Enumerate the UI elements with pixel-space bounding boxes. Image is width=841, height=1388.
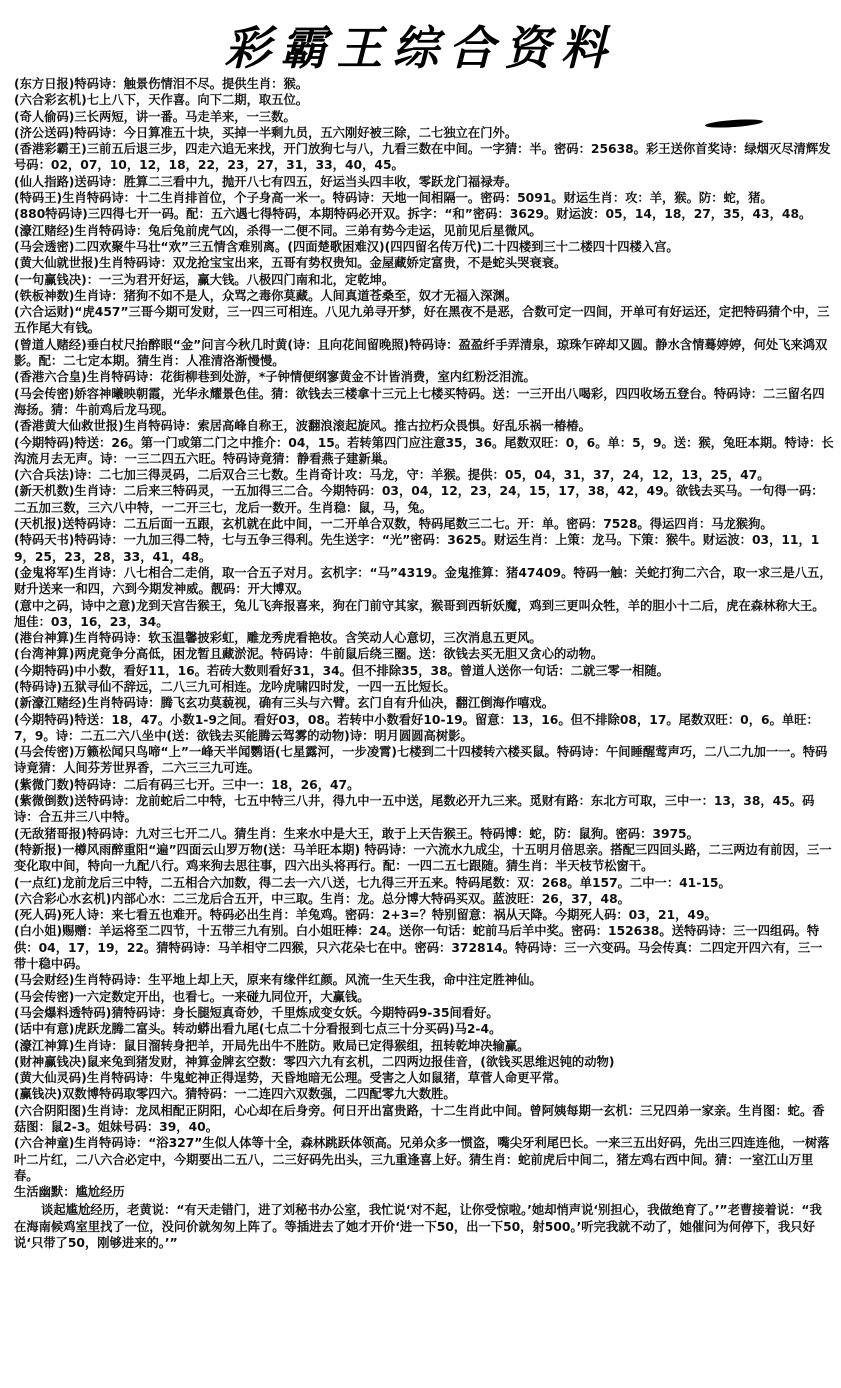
paragraph: (紫微门数)特码诗：二后有码三七开。三中一：18，26，47。 bbox=[14, 777, 360, 792]
paragraph: (马会传密)万籁松闻只鸟啼“上”一峰天半闻鹦语(七星露河，一步凌霄)七楼到二十四楼转六楼买鼠。特码诗：午间睡醒莺声巧，二八二九加一一。特码诗竟猜：人间芬芳世界香，二六三三九可连。 bbox=[14, 745, 828, 776]
paragraph: (特新报)一樽风雨醉重阳“遍”四面云山罗万物(送：马羊旺本期) 特码诗：一六流水九成尘，十五明月倍思亲。搭配三四回头路，二三两边有前因，三一变化取中间，特向一九配八行。鸡来狗去思往事，四六出头将再行。配：一四二五七跟随。猜生肖：半天枝节松窗干。 bbox=[14, 842, 832, 874]
paragraph: (济公送码)特码诗：今日算准五十块，买掉一半剩九员，五六刚好被三除，二七独立在门外。 bbox=[14, 125, 518, 140]
paragraph: (金鬼将军)生肖诗：八七相合二走俏，取一合五子对月。玄机字：“马”4319。金鬼推算：猪47409。特码一触：关蛇打狗二六合，取一求三是八五，财升送来一和四，六到今期发神威。靓码：开大博双。 bbox=[14, 565, 832, 597]
paragraph: (黄大仙灵码)生肖特码诗：牛鬼蛇神正得逞势，天昏地暗无公理。受害之人如鼠猪，草菅人命更平常。 bbox=[14, 1071, 567, 1086]
page-title: 彩霸王综合资料 bbox=[224, 21, 617, 75]
paragraph: (台湾神算)两虎竟争分高低，困龙暂且藏淤泥。特码诗：牛前鼠后绕三圈。送：欲钱去买无胆又贪心的动物。 bbox=[14, 647, 604, 662]
paragraph: (六合阴阳图)生肖诗：龙凤相配正阴阳，心心却在后身旁。何日开出富贵路，十二生肖此中间。曾阿姨每期一玄机：三兄四弟一家亲。生肖图：蛇。香菇图：鼠2-3。姐妹号码：39，40。 bbox=[14, 1103, 825, 1134]
paragraph: (一点红)龙前龙后三中特，二五相合六加数，得二去一六八送，七九得三开五来。特码尾数：双：268。单157。二中一：41-15。 bbox=[14, 875, 731, 890]
paragraph: (马会财经)生肖特码诗：生平地上却上天，原来有缘伴红颜。风流一生天生我，命中注定胜神仙。 bbox=[14, 973, 542, 988]
paragraph: (特码诗)五狱寻仙不辞远，二八三九可相连。龙吟虎啸四时发，一四一五比短长。 bbox=[14, 679, 456, 694]
paragraph: (话中有意)虎跃龙腾二富头。转动蟒出看九尾(七点二十分看报到七点三十分买码)马2-4。 bbox=[14, 1022, 502, 1037]
main-content bbox=[14, 76, 834, 1251]
paragraph: (濠江赌经)生肖特码诗：兔后兔前虎气凶，杀得一二便不同。三弟有势今走运，见前见后星微风。 bbox=[14, 223, 542, 238]
paragraph: (曾道人赌经)垂白杖尺抬醉眼“金”问言今秋几时黄(诗：且向花间留晚照)特码诗：盈盈纤手弄清泉，琼珠乍碎却又圆。静水含情蓦婷婷，何处飞来鸿双影。配：二七定本期。猜生肖：人准清洛渐慢慢。 bbox=[14, 337, 828, 369]
header bbox=[0, 0, 841, 74]
paragraph: (特码天书)特码诗：一九加三得二特，七与五争三得利。先生送字：“光”密码：3625。财运生肖：上策：龙马。下策：猴牛。财运波：03，11，19，25，23，28，33，41，48。 bbox=[14, 533, 820, 564]
paragraph: (铁板神数)生肖诗：猪狗不如不是人，众骂之毒你莫藏。人间真道苍桑至，奴才无福入深渊。 bbox=[14, 288, 518, 303]
paragraph: (港台神算)生肖特码诗：软玉温馨披彩虹，雕龙秀虎看艳妆。含笑动人心意切，三次消息五更风。 bbox=[14, 631, 542, 646]
paragraph: (一句赢钱决)：一三为君开好运，赢大钱。八极四门南和北，定乾坤。 bbox=[14, 272, 395, 287]
paragraph: (濠江神算)生肖诗：鼠目溜转身把羊，开局先出牛不胜防。败局已定得猴组，扭转乾坤决输赢。 bbox=[14, 1038, 530, 1053]
paragraph: (赢钱决)双数博特码取零四六。猜特码：一二连四六双数强，二四配零九大数胜。 bbox=[14, 1087, 456, 1102]
paragraph: (无敌猪哥报)特码诗：九对三七开二八。猜生肖：生来水中是大王，敢于上天告猴王。特码博：蛇，防：鼠狗。密码：3975。 bbox=[14, 826, 699, 841]
paragraph: (香港彩霸王)三前五后退三步，四走六追无来找，开门放狗七与八，九看三数在中间。一字猜：半。密码：25638。彩王送你首奖诗：绿烟灭尽清辉发 号码：02，07，10，12，18，22，23，27，31，33，40，45。 bbox=[14, 142, 831, 173]
paragraph: (今期特码)特送：18，47。小数1-9之间。看好03，08。若转中小数看好10-19。留意：13，16。但不排除08，17。尾数双旺：0，6。单旺：7，9。诗：二五二六八坐中(送：欲钱去买能腾云驾雾的动物)诗：明月圆圆高树影。 bbox=[14, 712, 819, 743]
paragraph: (今期特码)中小数，看好11，16。若砖大数则看好31，34。但不排除35，38。曾道人送你一句话：二就三零一相随。 bbox=[14, 663, 669, 678]
paragraph: (马会爆料透特码)猜特码诗：身长腿短真奇妙，千里炼成变女妖。今期特码9-35间看好。 bbox=[14, 1005, 499, 1020]
paragraph: (紫微倒数)送特码诗：龙前蛇后二中特，七五中特三八井，得九中一五中送，尾数必开九三来。觅财有路：东北方可取，三中一：13，38，45。码诗：合五井三八中特。 bbox=[14, 794, 815, 825]
paragraph: (特码王)生肖特码诗：十二生肖排首位，个子身高一米一。特码诗：天地一间相隔一。密码：5091。财运生肖：攻：羊，猴。防：蛇，猪。 bbox=[14, 191, 773, 206]
paragraph: (香港黄大仙救世报)生肖特码诗：索居高峰自称王，波翻浪滚起旋风。推古拉朽众畏惧。好乱乐祸一椿椿。 bbox=[14, 419, 591, 434]
paragraph: (新濠江赌经)生肖特码诗：腾飞玄功莫藐视，确有三头与六臂。玄门自有升仙决，翻江倒海作嘻戏。 bbox=[14, 696, 555, 711]
paragraph: (880特码诗)三四得七开一码。配：五六遇七得特码，本期特码必开双。拆字：“和”密码：3629。财运波：05，14，18，27，35，43，48。 bbox=[14, 207, 812, 222]
paragraph: (仙人指路)送码诗：胜算二三看中九，抛开八七有四五，好运当头四丰收，零跃龙门福禄寿。 bbox=[14, 174, 518, 189]
paragraph: (马会传密)一六定数定开出，也看七。一来碰九同位开，大赢钱。 bbox=[14, 989, 370, 1004]
paragraph: (六合神童)生肖特码诗：“浴327”生似人体等十全，森林跳跃体领高。兄弟众多一惯盗，嘴尖牙利尾巴长。一来三五出好码，先出三四连连他，一树落叶二片红，二八六合必定中，今期要出二五八，二三好码先出头，三九重逢喜上好。猜生肖：蛇前虎后中间二，猪左鸡右西中间。猜：一室江山万里春。 bbox=[14, 1136, 830, 1183]
paragraph: (死人码)死人诗：来七看五也难开。特码必出生肖：羊兔鸡。密码：2+3=？特别留意：祸从天降。今期死人码：03，21，49。 bbox=[14, 908, 717, 923]
paragraph: (马会传密)娇容神曦映朝霞，光华永耀景色佳。猜：欲钱去三楼拿十三元上七楼买特码。送：一三开出八喝彩，四四收场五登台。特码诗：二三留名四海扬。猜：牛前鸡后龙马现。 bbox=[14, 386, 825, 417]
paragraph: (六合彩玄机)七上八下，天作喜。向下二期，取五位。 bbox=[14, 93, 309, 108]
paragraph: (香港六合皇)生肖特码诗：花街柳巷到处游，*子钟情便纲寥黄金不计皆消费，室内红粉泛泪流。 bbox=[14, 370, 536, 385]
paragraph: (六合彩心水玄机)内部心水：二三龙后合五开，中三取。生肖：龙。总分博大特码买双。蓝波旺：26，37，48。 bbox=[14, 891, 630, 906]
paragraph: (黄大仙就世报)生肖特码诗：双龙抢宝宝出来，五哥有势权贵知。金屋藏娇定富贵，不是蛇头哭衰衰。 bbox=[14, 256, 567, 271]
paragraph: (天机报)送特码诗：二五后面一五跟，玄机就在此中间，一二开单合双数，特码尾数三二七。开：单。密码：7528。得运四肖：马龙猴狗。 bbox=[14, 517, 773, 532]
paragraph: (意中之码，诗中之意)龙到天宫告猴王，兔儿飞奔报喜来，狗在门前守其家，猴哥到西斩妖魔，鸡到三更叫众牲，羊的胆小十二后，虎在森林称大王。旭佳：03，16，23，34。 bbox=[14, 598, 825, 629]
paragraph: (六合运财)“虎457”三哥今期可发财，三一四三可相连。八见九弟寻开梦，好在黑夜不是恶，合数可定一四间，开单可有好运还，定把特码猜个中，三五作尾大有钱。 bbox=[14, 305, 830, 336]
humor-section-label: 生活幽默：尴尬经历 bbox=[14, 1185, 125, 1200]
humor-story-text: 谈起尴尬经历，老黄说：“有天走错门，进了刘秘书办公室，我忙说‘对不起，让你受惊啦。’她却悄声说‘别担心，我做绝育了。’”老曹接着说：“我在海南候鸡室里找了一位，没问价就匆匆上阵了。等插进去了她才开价‘进一下50，出一下50，射500。’听完我就不动了，她催问为何停下，我只好说‘只带了50，刚够进来的。’” bbox=[14, 1203, 822, 1251]
paragraph: (奇人偷码)三长两短，讲一番。马走羊来，一三数。 bbox=[14, 109, 296, 124]
paragraph: (东方日报)特码诗：触景伤情泪不尽。提供生肖：猴。 bbox=[14, 77, 309, 91]
paragraph: (今期特码)特送：26。第一门或第二门之中推介：04，15。若转第四门应注意35，36。尾数双旺：0，6。单：5，9。送：猴，兔旺本期。特诗：长沟流月去无声。诗：一三二四五六旺。特码诗竟猜：静看燕子建新巢。 bbox=[14, 435, 834, 466]
paragraph: (财神赢钱决)鼠来兔到猪发财，神算金牌玄空数：零四六九有玄机，二四两边报佳音，(欲钱买思维迟钝的动物) bbox=[14, 1054, 615, 1069]
paragraph: (白小姐)赐赠：羊运将至二四节，十五带三九有别。白小姐旺棒：24。送你一句话：蛇前马后羊中奖。密码：152638。送特码诗：三一四组码。特供：04，17，19，22。猜特码诗：马羊相守二四猴，只六花朵七在中。密码：372814。特码诗：三一六变码。马会传真：二四定开四六有，三一带十稳中码。 bbox=[14, 924, 823, 972]
paragraph: (新天机数)生肖诗：二后来三特码灵，一五加得三二合。今期特码：03，04，12，23，24，15，17，38，42，49。欲钱去买马。一句得一码：二五加三数，三六八中特，一二开三七，龙后一数开。生肖稳：鼠，马，兔。 bbox=[14, 484, 824, 515]
paragraph: (六合兵法)诗：二七加三得灵码，二后双合三七数。生肖奇计攻：马龙，守：羊猴。提供：05，04，31，37，24，12，13，25，47。 bbox=[14, 468, 770, 483]
paragraph: (马会透密)二四欢聚牛马壮“欢”三五情含难别离。(四面楚歌困难汉)(四四留名传万代)二十四楼到三十二楼四十四楼入宫。 bbox=[14, 239, 679, 254]
